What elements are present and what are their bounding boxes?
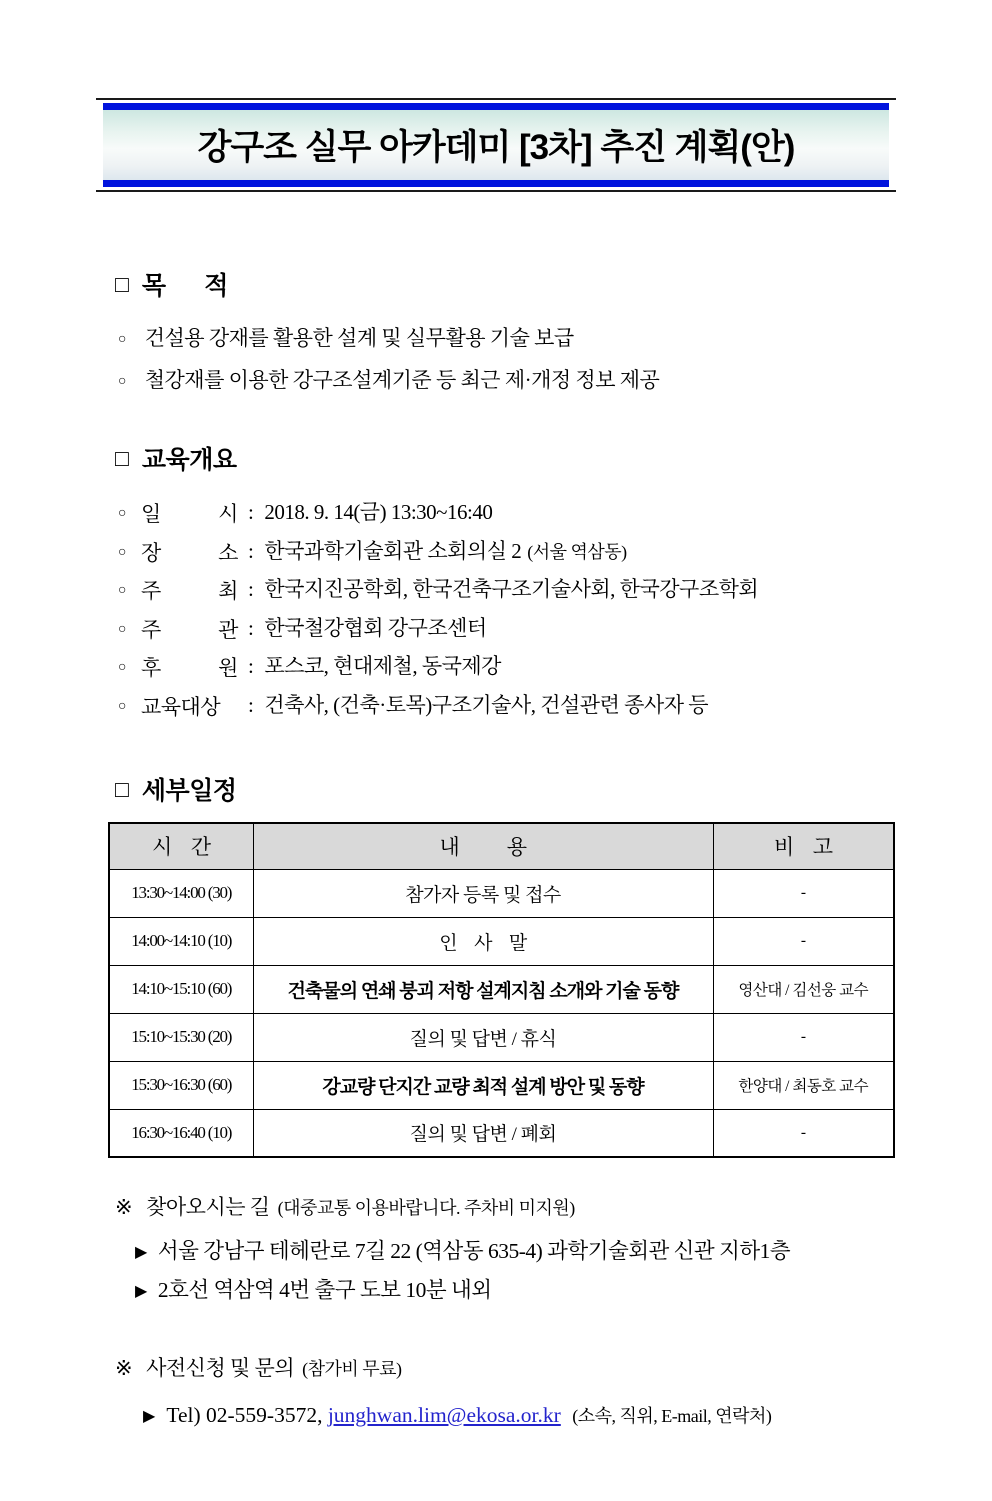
note-cell: - [713, 917, 894, 965]
email-link[interactable]: junghwan.lim@ekosa.or.kr [327, 1403, 561, 1427]
content-cell: 질의 및 답변 / 폐회 [253, 1109, 713, 1157]
tel-text: Tel) 02-559-3572, [166, 1403, 323, 1427]
page-title: 강구조 실무 아카데미 [3차] 추진 계획(안) [197, 128, 795, 167]
table-header-content: 내 용 [253, 823, 713, 869]
note-cell: 영산대 / 김선웅 교수 [713, 965, 894, 1013]
purpose-heading-text: 목 적 [141, 272, 228, 300]
item-separator: : [247, 654, 254, 678]
circle-bullet-icon: ○ [118, 698, 126, 714]
contact-note: (참가비 무료) [302, 1359, 402, 1379]
contact-fields-note: (소속, 직위, E-mail, 연락처) [572, 1406, 772, 1426]
item-value: 한국지진공학회, 한국건축구조기술사회, 한국강구조학회 [264, 577, 759, 601]
note-cell: - [713, 869, 894, 917]
section-schedule [0, 771, 992, 1158]
square-bullet-icon: □ [115, 270, 129, 297]
time-cell: 14:00~14:10 (10) [109, 917, 253, 965]
content-cell: 강교량 단지간 교량 최적 설계 방안 및 동향 [253, 1061, 713, 1109]
title-banner-gradient [103, 103, 889, 187]
arrow-bullet-icon: ▶ [135, 1244, 147, 1261]
overview-list [115, 494, 992, 725]
contact-heading [115, 1352, 992, 1382]
item-label: 일 시 [140, 502, 238, 526]
purpose-bullet-item [115, 318, 992, 360]
purpose-bullet-text: 건설용 강재를 활용한 설계 및 실무활용 기술 보급 [144, 326, 574, 350]
note-cell: - [713, 1013, 894, 1061]
content-cell: 참가자 등록 및 접수 [253, 869, 713, 917]
item-note: (서울 역삼동) [527, 541, 627, 562]
circle-bullet-icon: ○ [118, 660, 126, 675]
contact-title: 사전신청 및 문의 [146, 1356, 295, 1380]
overview-heading [115, 440, 992, 476]
item-label: 주 최 [140, 579, 238, 603]
schedule-heading [115, 771, 992, 807]
purpose-heading [115, 266, 992, 302]
reference-mark-icon: ※ [115, 1356, 133, 1380]
purpose-bullet-item [115, 360, 992, 402]
item-value: 포스코, 현대제철, 동국제강 [264, 654, 501, 678]
section-purpose [0, 266, 992, 402]
table-row [109, 869, 894, 917]
direction-item [135, 1272, 992, 1311]
table-row [109, 1109, 894, 1157]
directions-heading [115, 1191, 992, 1221]
time-cell: 15:10~15:30 (20) [109, 1013, 253, 1061]
overview-item-sponsor [115, 648, 992, 687]
time-cell: 14:10~15:10 (60) [109, 965, 253, 1013]
overview-item-host [115, 571, 992, 610]
circle-bullet-icon: ○ [118, 583, 126, 598]
circle-bullet-icon: ○ [118, 332, 126, 347]
table-header-row [109, 823, 894, 869]
item-label: 교육대상 [140, 694, 221, 719]
time-cell: 15:30~16:30 (60) [109, 1061, 253, 1109]
item-value: 건축사, (건축·토목)구조기술사, 건설관련 종사자 등 [264, 692, 709, 717]
item-value: 2018. 9. 14(금) 13:30~16:40 [264, 500, 493, 524]
purpose-list [115, 318, 992, 402]
item-separator: : [247, 500, 254, 524]
schedule-table [108, 822, 895, 1158]
table-header-note: 비 고 [713, 823, 894, 869]
circle-bullet-icon: ○ [118, 374, 126, 389]
direction-item-text: 서울 강남구 테헤란로 7길 22 (역삼동 635-4) 과학기술회관 신관 지하1층 [157, 1239, 791, 1263]
overview-item-organizer [115, 610, 992, 649]
item-label: 장 소 [140, 540, 238, 565]
content-cell: 인 사 말 [253, 917, 713, 965]
contact-tel-line [143, 1402, 992, 1428]
table-row [109, 1061, 894, 1109]
time-cell: 16:30~16:40 (10) [109, 1109, 253, 1157]
section-overview [0, 440, 992, 725]
item-label: 후 원 [140, 656, 238, 680]
table-header-time: 시 간 [109, 823, 253, 869]
directions-title: 찾아오시는 길 [146, 1195, 270, 1219]
overview-item-audience [115, 687, 992, 726]
reference-mark-icon: ※ [115, 1195, 133, 1219]
directions-note: (대중교통 이용바랍니다. 주차비 미지원) [277, 1198, 575, 1218]
item-separator: : [247, 538, 254, 563]
item-value: 한국과학기술회관 소회의실 2 [264, 538, 522, 563]
purpose-bullet-text: 철강재를 이용한 강구조설계기준 등 최근 제·개정 정보 제공 [144, 368, 660, 392]
item-value: 한국철강협회 강구조센터 [264, 615, 487, 640]
schedule-heading-text: 세부일정 [141, 777, 237, 805]
square-bullet-icon: □ [115, 444, 129, 471]
arrow-bullet-icon: ▶ [143, 1408, 156, 1425]
table-row [109, 1013, 894, 1061]
overview-heading-text: 교육개요 [141, 446, 237, 474]
item-separator: : [247, 577, 254, 601]
contact-section [0, 1352, 992, 1428]
time-cell: 13:30~14:00 (30) [109, 869, 253, 917]
note-cell: - [713, 1109, 894, 1157]
document-page [0, 98, 992, 1501]
directions-list [135, 1233, 992, 1310]
content-cell: 건축물의 연쇄 붕괴 저항 설계지침 소개와 기술 동향 [253, 965, 713, 1013]
content-cell: 질의 및 답변 / 휴식 [253, 1013, 713, 1061]
arrow-bullet-icon: ▶ [135, 1282, 147, 1300]
circle-bullet-icon: ○ [118, 544, 126, 560]
table-row [109, 965, 894, 1013]
overview-item-date [115, 494, 992, 533]
direction-item-text: 2호선 역삼역 4번 출구 도보 10분 내외 [157, 1277, 492, 1302]
circle-bullet-icon: ○ [118, 506, 126, 521]
circle-bullet-icon: ○ [118, 621, 126, 637]
note-cell: 한양대 / 최동호 교수 [713, 1061, 894, 1109]
directions-section [0, 1191, 992, 1310]
table-row [109, 917, 894, 965]
item-separator: : [247, 615, 254, 640]
direction-item [135, 1233, 992, 1272]
item-separator: : [247, 692, 254, 717]
square-bullet-icon: □ [115, 775, 129, 802]
title-banner [96, 98, 896, 192]
item-label: 주 관 [140, 617, 238, 642]
overview-item-place [115, 533, 992, 572]
